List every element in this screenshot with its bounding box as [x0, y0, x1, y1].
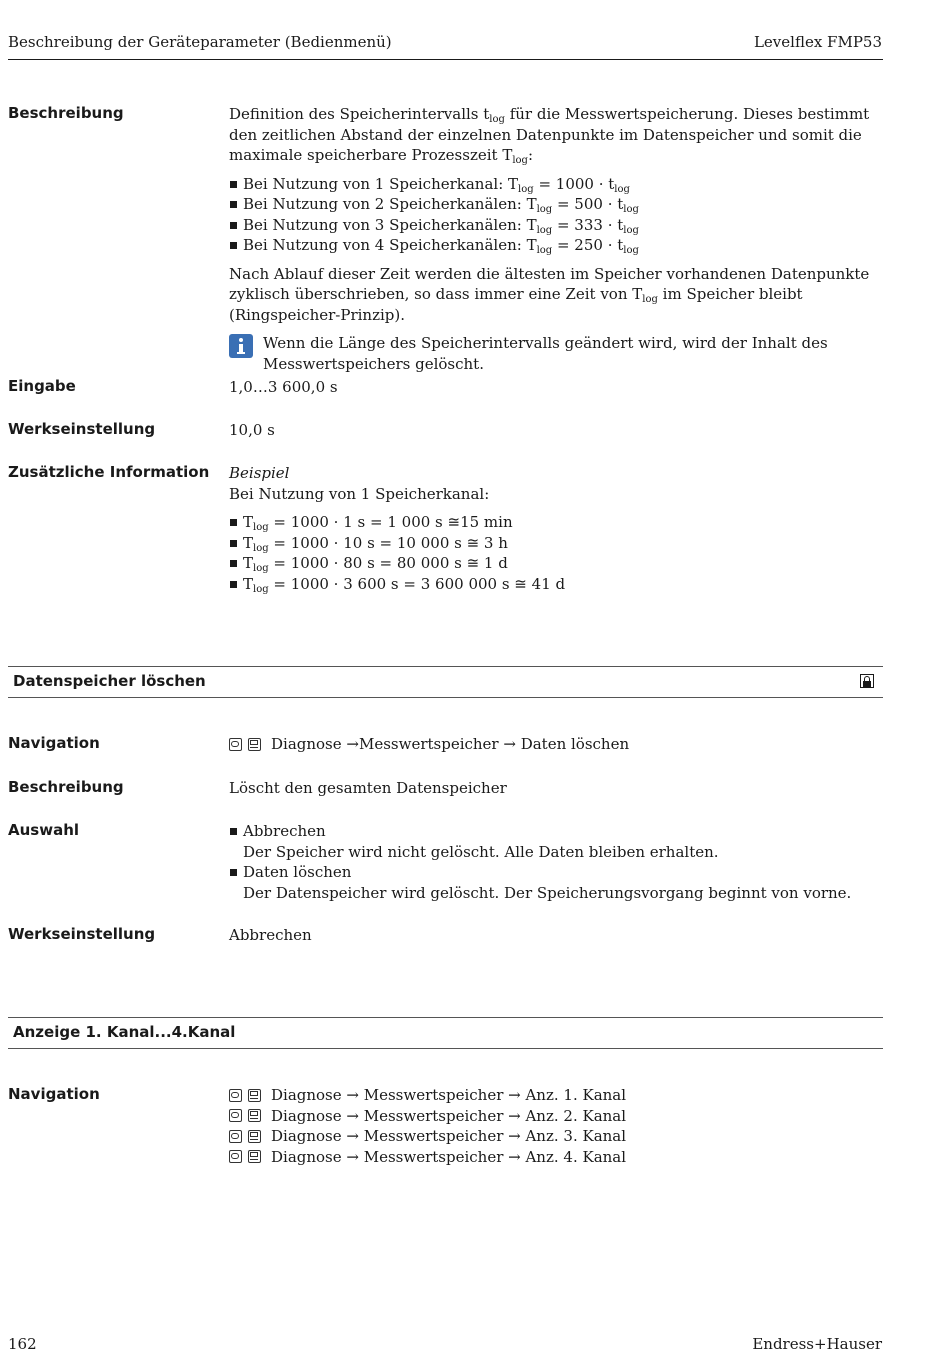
beschreibung-content — [229, 104, 884, 374]
section-anzeige-kanal — [8, 1017, 883, 1049]
nav-row — [229, 1085, 884, 1106]
footer-brand: Endress+Hauser — [752, 1335, 882, 1353]
header-title: Beschreibung der Geräteparameter (Bedienmenü) — [8, 33, 392, 51]
list-item: Bei Nutzung von 2 Speicherkanälen: $T_{log} = 500 \cdot t_{log}$ — [229, 194, 884, 215]
lock-icon — [860, 674, 874, 688]
operating-menu-icon — [229, 738, 242, 751]
header-product: Levelflex FMP53 — [753, 33, 882, 51]
beschreibung-after: Nach Ablauf dieser Zeit werden die ältesten im Speicher vorhandenen Datenpunkte zyklisch überschrieben, so dass immer eine Zeit von $T_{log}$ im Speicher bleibt (Ringspeicher-Prinzip). — [229, 264, 870, 324]
example-intro: Bei Nutzung von 1 Speicherkanal: — [229, 484, 490, 503]
label-zusatz: Zusätzliche Information — [8, 463, 210, 481]
speicherkanal-list — [229, 174, 884, 256]
list-item: Bei Nutzung von 3 Speicherkanälen: $T_{log} = 333 \cdot t_{log}$ — [229, 215, 884, 236]
nav-path: Diagnose → Messwertspeicher → Anz. 2. Kanal — [271, 1106, 627, 1125]
nav-path: Diagnose → Messwertspeicher → Anz. 1. Kanal — [271, 1086, 627, 1104]
beschreibung-2-value: Löscht den gesamten Datenspeicher — [229, 779, 507, 797]
list-item: $T_{log} = 1000 \cdot 3$ 600 s = 3 600 000 s ≅ 41 d — [229, 574, 884, 595]
beschreibung-intro — [229, 104, 884, 166]
intro-text-a: Definition des Speicherintervalls t — [229, 105, 490, 123]
list-item: Bei Nutzung von 4 Speicherkanälen: $T_{log} = 250 \cdot t_{log}$ — [229, 235, 884, 256]
intro-text-b: für die Messwertspeicherung. Dieses bestimmt den zeitlichen Abstand der einzelnen Datenpunkte im Datenspeicher und somit die maximale speicherbare Prozesszeit T — [229, 105, 870, 164]
navigation-content — [229, 734, 884, 755]
nav-row — [229, 1126, 884, 1147]
list-item: Bei Nutzung von 1 Speicherkanal: $T_{log} = 1000 \cdot t_{log}$ — [229, 174, 884, 195]
info-note-text: Wenn die Länge des Speicherintervalls geändert wird, wird der Inhalt des Messwertspeichers gelöscht. — [263, 334, 828, 373]
nav-row — [229, 1147, 884, 1168]
list-item: $T_{log} = 1000 \cdot 1$ s = 1 000 s ≅15 min — [229, 512, 884, 533]
auswahl-content — [229, 821, 884, 903]
werkseinstellung-2-value: Abbrechen — [229, 926, 312, 944]
intro-sub2: log — [512, 155, 528, 166]
list-item: Abbrechen Der Speicher wird nicht gelöscht. Alle Daten bleiben erhalten. — [229, 821, 884, 862]
nav-row — [229, 734, 884, 755]
nav-row — [229, 1106, 884, 1127]
nav-path: Diagnose → Messwertspeicher → Anz. 3. Kanal — [271, 1127, 627, 1145]
example-list — [229, 512, 884, 594]
info-note — [229, 333, 884, 374]
label-werkseinstellung: Werkseinstellung — [8, 420, 156, 438]
list-item: $T_{log} = 1000 \cdot 80$ s = 80 000 s ≅ 1 d — [229, 553, 884, 574]
pc-menu-icon — [248, 738, 261, 751]
pc-menu-icon — [248, 1130, 261, 1143]
pc-menu-icon — [248, 1150, 261, 1163]
label-navigation: Navigation — [8, 734, 100, 752]
page-number: 162 — [8, 1335, 37, 1353]
operating-menu-icon — [229, 1150, 242, 1163]
list-item: Daten löschen Der Datenspeicher wird gelöscht. Der Speicherungsvorgang beginnt von vorne. — [229, 862, 884, 903]
operating-menu-icon — [229, 1130, 242, 1143]
header-rule — [8, 59, 883, 60]
section-title: Datenspeicher löschen — [13, 672, 206, 690]
intro-sub: log — [489, 114, 505, 125]
label-auswahl: Auswahl — [8, 821, 80, 839]
list-item: $T_{log} = 1000 \cdot 10$ s = 10 000 s ≅ 3 h — [229, 533, 884, 554]
operating-menu-icon — [229, 1109, 242, 1122]
example-title: Beispiel — [229, 464, 290, 482]
werkseinstellung-value: 10,0 s — [229, 421, 275, 439]
auswahl-list — [229, 821, 884, 903]
nav-path: Diagnose → Messwertspeicher → Anz. 4. Kanal — [271, 1147, 627, 1166]
nav-path: Diagnose →Messwertspeicher → Daten löschen — [271, 735, 630, 753]
pc-menu-icon — [248, 1109, 261, 1122]
label-beschreibung-2: Beschreibung — [8, 778, 124, 796]
label-beschreibung: Beschreibung — [8, 104, 124, 122]
intro-text-c: : — [527, 146, 534, 164]
section-datenspeicher-loeschen — [8, 666, 883, 698]
navigation-3-content — [229, 1085, 884, 1167]
label-werkseinstellung-2: Werkseinstellung — [8, 925, 156, 943]
zusatz-content — [229, 463, 884, 594]
label-eingabe: Eingabe — [8, 377, 76, 395]
label-navigation-3: Navigation — [8, 1085, 100, 1103]
eingabe-value: 1,0…3 600,0 s — [229, 378, 338, 396]
section-title: Anzeige 1. Kanal...4.Kanal — [13, 1023, 236, 1041]
pc-menu-icon — [248, 1089, 261, 1102]
info-icon — [229, 334, 253, 358]
operating-menu-icon — [229, 1089, 242, 1102]
